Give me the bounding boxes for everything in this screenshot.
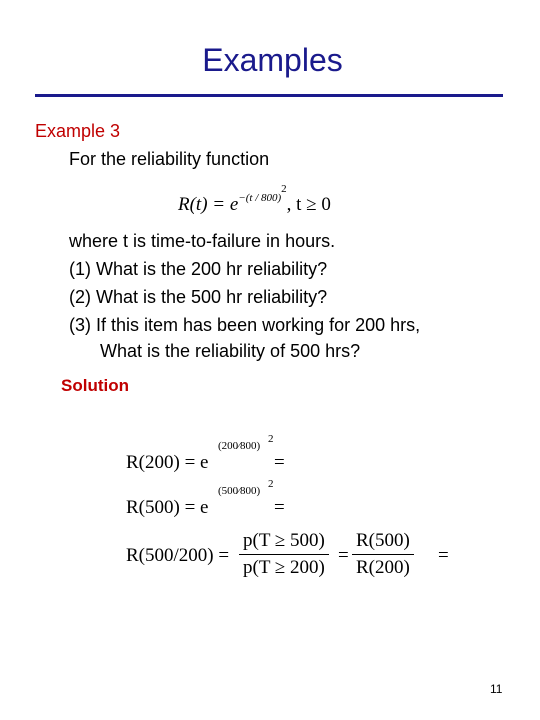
- fraction-denominator: R(200): [356, 557, 410, 578]
- fraction-probability: [239, 530, 329, 579]
- equation-conditional-lhs: R(500/200) =: [126, 545, 230, 566]
- equation-exponent-power: 2: [268, 433, 274, 445]
- reliability-function-formula: [178, 183, 331, 216]
- formula-condition: , t ≥ 0: [286, 194, 331, 215]
- question-line: What is the reliability of 500 hrs?: [100, 341, 361, 361]
- formula-exponent: −(t / 800): [238, 192, 282, 204]
- fraction-numerator: p(T ≥ 500): [239, 530, 329, 555]
- equation-exponent: (200⁄800): [218, 440, 261, 452]
- title-underline: [35, 94, 503, 97]
- question-line: where t is time-to-failure in hours.: [69, 231, 336, 251]
- formula-exponent-power: 2: [281, 183, 287, 195]
- equals-sign: =: [338, 545, 349, 566]
- example-label: Example 3: [35, 121, 121, 141]
- intro-text: For the reliability function: [69, 149, 270, 169]
- question-line: (2) What is the 500 hr reliability?: [69, 287, 328, 307]
- formula-lhs: R(t) = e: [178, 194, 239, 215]
- equation-rhs: =: [274, 497, 285, 518]
- equation-exponent-power: 2: [268, 478, 274, 490]
- slide-title: Examples: [202, 42, 343, 78]
- equals-sign: =: [438, 545, 449, 566]
- fraction-reliability: [352, 530, 414, 579]
- equation-exponent: (500⁄800): [218, 485, 261, 497]
- equation-rhs: =: [274, 452, 285, 473]
- solution-label: Solution: [61, 376, 129, 395]
- page-number: 11: [490, 682, 503, 696]
- equation-lhs: R(500) = e: [126, 497, 209, 518]
- equation-r200: [126, 433, 285, 474]
- fraction-denominator: p(T ≥ 200): [243, 557, 325, 578]
- fraction-numerator: R(500): [352, 530, 414, 555]
- question-line: (3) If this item has been working for 200 hrs,: [69, 315, 421, 335]
- question-line: (1) What is the 200 hr reliability?: [69, 259, 328, 279]
- equation-r500: [126, 478, 285, 519]
- equation-lhs: R(200) = e: [126, 452, 209, 473]
